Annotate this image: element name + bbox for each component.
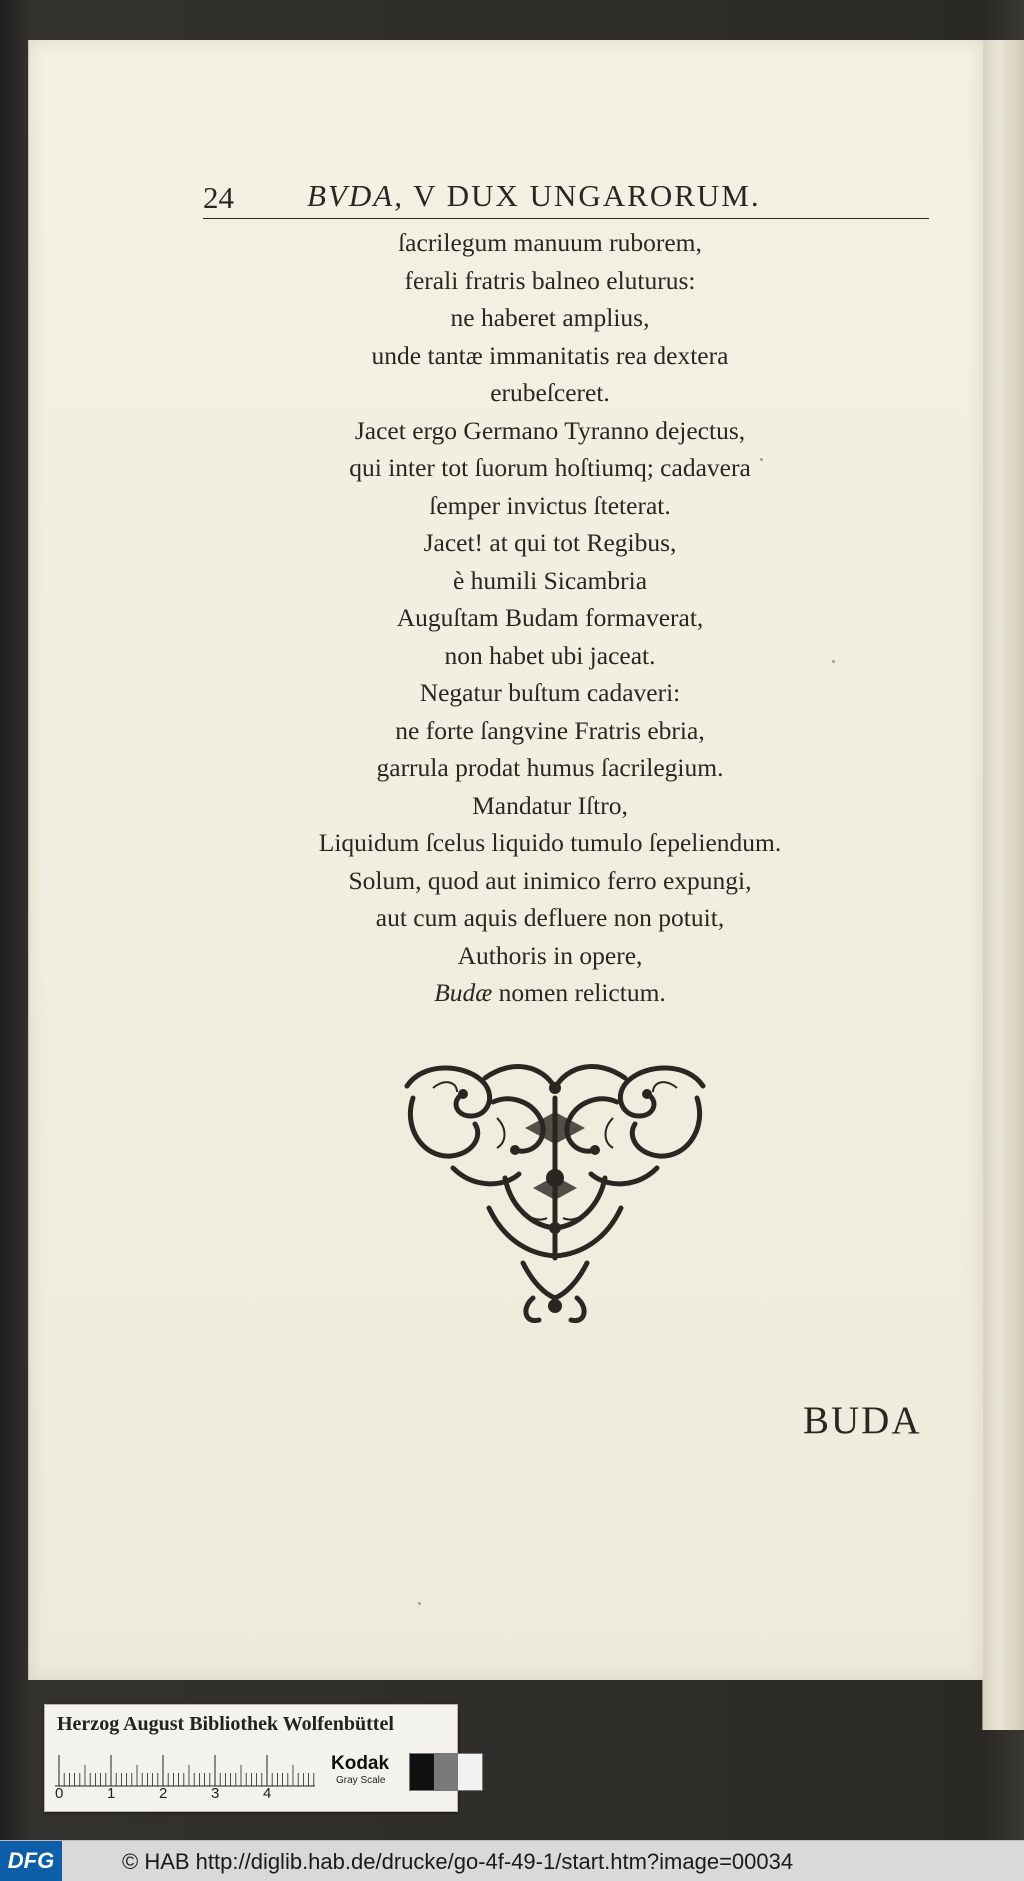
verse-line: qui inter tot ſuorum hoſtiumq; cadavera: [349, 453, 751, 482]
verse-line: Solum, quod aut inimico ferro expungi,: [348, 865, 752, 895]
footer-bar: [0, 1840, 1024, 1881]
verse-line-rest: nomen relictum.: [492, 978, 666, 1007]
verse-line: ne haberet amplius,: [450, 303, 650, 332]
verse-block: [240, 224, 860, 1012]
verse-line: ſacrilegum manuum ruborem,: [398, 228, 702, 257]
verse-line: Auguſtam Budam formaverat,: [396, 603, 704, 632]
verse-line: Mandatur Iſtro,: [472, 790, 628, 820]
ruler-number: 3: [211, 1785, 220, 1802]
paper-speck: [760, 458, 763, 461]
verse-line: Negatur buſtum cadaveri:: [419, 678, 681, 707]
gray-patch-white: [458, 1754, 482, 1790]
running-head-rest: V DUX UNGARORUM.: [403, 178, 761, 213]
page-number: 24: [203, 180, 234, 215]
verse-line: erubeſceret.: [490, 378, 610, 407]
dfg-logo: DFG: [0, 1841, 62, 1881]
source-credit-link[interactable]: © HAB http://diglib.hab.de/drucke/go-4f-49-1/start.htm?image=00034: [122, 1849, 794, 1874]
ornamental-tailpiece-icon: [393, 1058, 717, 1328]
running-head-italic: BVDA,: [307, 178, 404, 213]
verse-line: aut cum aquis defluere non potuit,: [375, 903, 725, 932]
next-page-edge: [982, 40, 1024, 1730]
verse-line: è humili Sicambria: [452, 565, 648, 595]
verse-italic-word: Budæ: [434, 978, 493, 1007]
ruler-number: 2: [159, 1785, 168, 1802]
gray-patch-mid: [434, 1754, 458, 1790]
ruler-scale: [55, 1751, 315, 1787]
verse-line-last: [240, 974, 860, 1012]
verse-line: Liquidum ſcelus liquido tumulo ſepeliendum.: [318, 828, 782, 857]
gray-patch-black: [410, 1754, 434, 1790]
catchword: BUDA: [803, 1399, 922, 1442]
verse-line: ſemper invictus ſteterat.: [429, 490, 671, 520]
library-label: [44, 1704, 458, 1812]
library-name: Herzog August Bibliothek Wolfenbüttel: [57, 1713, 394, 1735]
ruler-number: 4: [263, 1785, 272, 1802]
running-head: [307, 178, 761, 214]
page-header: [203, 178, 929, 219]
verse-line: ne forte ſangvine Fratris ebria,: [395, 715, 705, 745]
verse-line: Jacet! at qui tot Regibus,: [423, 528, 677, 557]
kodak-logo: Kodak: [331, 1753, 390, 1774]
ruler-number: 1: [107, 1785, 116, 1802]
verse-line: garrula prodat humus ſacrilegium.: [376, 753, 724, 782]
ruler-number: 0: [55, 1785, 64, 1802]
paper-speck: [832, 660, 835, 663]
verse-line: Authoris in opere,: [457, 940, 643, 970]
grayscale-patches: [409, 1753, 483, 1791]
kodak-subtitle: Gray Scale: [336, 1775, 386, 1786]
ruler-numbers: [55, 1785, 315, 1805]
verse-line: Jacet ergo Germano Tyranno dejectus,: [354, 415, 746, 445]
verse-line: ferali fratris balneo eluturus:: [404, 265, 696, 295]
verse-line: non habet ubi jaceat.: [444, 640, 656, 670]
paper-speck: [418, 1602, 421, 1605]
verse-line: unde tantæ immanitatis rea dextera: [371, 340, 729, 370]
